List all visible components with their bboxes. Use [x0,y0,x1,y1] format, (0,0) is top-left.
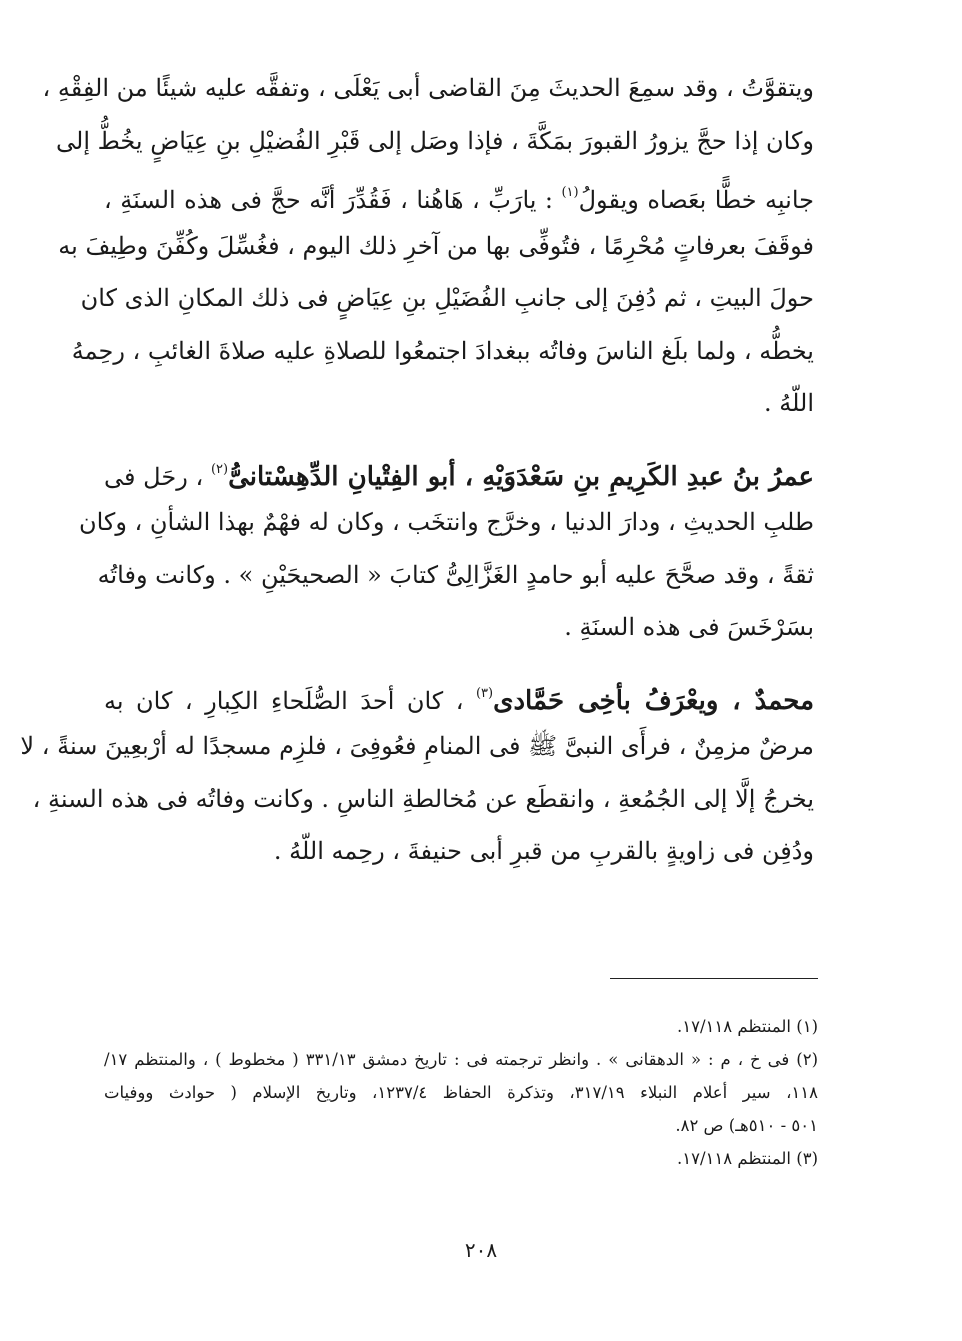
text-line: ودُفِن فى زاويةٍ بالقربِ من قبرِ أبى حنيفةَ ، رحِمه اللّهُ . [273,837,814,865]
text-line: يخرجُ إلَّا إلى الجُمُعةِ ، وانقطَع عن مُخالطةِ الناسِ . وكانت وفاتُه فى هذه السنةِ ، [32,784,814,813]
text-line: طلبِ الحديثِ ، ودارَ الدنيا ، وخرَّج وانتخَب ، وكان له فهْمٌ بهذا الشأنِ ، وكان [78,508,814,536]
text-line: يخطُّه ، ولما بلَغ الناسَ وفاتُه ببغدادَ اجتمعُوا للصلاةِ عليه صلاةَ الغائبِ ، رحِمهُ [71,336,814,365]
footnote-ref: (٢) [210,461,229,477]
footnote-ref: (٣) [475,685,494,701]
text-segment: جانبِه خطًّا بعَصاه ويقولُ [578,186,814,214]
footnote: (١) المنتظم ١٧/١١٨. [677,1017,818,1036]
page-number: ٢٠٨ [464,1238,498,1262]
text-line [104,167,814,220]
footnote: ١١٨، سير أعلام النبلاء ٣١٧/١٩، وتذكرة الحفاظ ١٢٣٧/٤، وتاريخ الإسلام ( حوادث ووفيات [104,1083,819,1102]
entry-heading-line [104,668,814,721]
text-line: ثقةً ، وقد صحَّحَ عليه أبو حامدٍ الغَزَّالِىُّ كتابَ « الصحيحَيْنِ » . وكانت وفاتُه [97,560,814,589]
footnote: ٥٠١ - ٥١٠هـ) ص ٨٢. [675,1116,818,1135]
footnote: (٢) فى خ ، م : « الدهقانى » . وانظر ترجمته فى : تاريخ دمشق ٣٣١/١٣ ( مخطوط ) ، والمنتظم ١٧/ [104,1050,818,1069]
text-line: وكان إذا حجَّ يزورُ القبورَ بمَكَّةَ ، فإذا وصَل إلى قَبْرِ الفُضيْلِ بنِ عِيَاضٍ يخُطُّ إلى [56,126,814,155]
text-line: اللّهُ . [763,389,814,417]
text-line: مرضٌ مزمِنٌ ، فرأَى النبىَّ ﷺ فى المنامِ فعُوفِىَ ، فلزِم مسجدًا له أرْبعِينَ سنةً ، لا [20,732,814,760]
text-line: بسَرْخَسَ فى هذه السنَةِ . [564,613,814,641]
footnote-divider [610,978,818,979]
text-line: حولَ البيتِ ، ثم دُفِنَ إلى جانبِ الفُضَيْلِ بنِ عِيَاضٍ فى ذلك المكانِ الذى كان [80,284,814,312]
entry-name: محمدٌ ، ويعْرَفُ بأخِى حَمَّادى [493,685,814,716]
footnotes [104,1010,818,1175]
entry-heading-line [104,444,814,497]
main-text [20,62,814,878]
text-segment: ، كان أحدَ الصُّلَحاءِ الكِبارِ ، كان به [104,686,476,715]
text-line: ويتقوَّتُ ، وقد سمِعَ الحديثَ مِنَ القاضى أبى يَعْلَى ، وتفقَّه عليه شيئًا من الفِقْهِ ، [42,74,814,102]
text-segment: : يارَبِّ ، هَاهُنا ، فَقُدِّرَ أنَّه حجَّ فى هذه السنَةِ ، [104,186,562,214]
text-segment: ، رحَل فى [104,462,211,491]
footnote-ref: (١) [561,185,579,200]
text-line: فوقَفَ بعرفاتٍ مُحْرِمًا ، فتُوفِّى بها من آخرِ ذلك اليوم ، فغُسِّلَ وكُفِّنَ وطِيفَ به [58,231,814,260]
footnote: (٣) المنتظم ١٧/١١٨. [677,1149,818,1168]
entry-name: عمرُ بنُ عبدِ الكَرِيمِ بنِ سَعْدَوَيْهِ ، أبو الفِتْيانِ الدِّهِسْتانىُّ [228,461,814,492]
